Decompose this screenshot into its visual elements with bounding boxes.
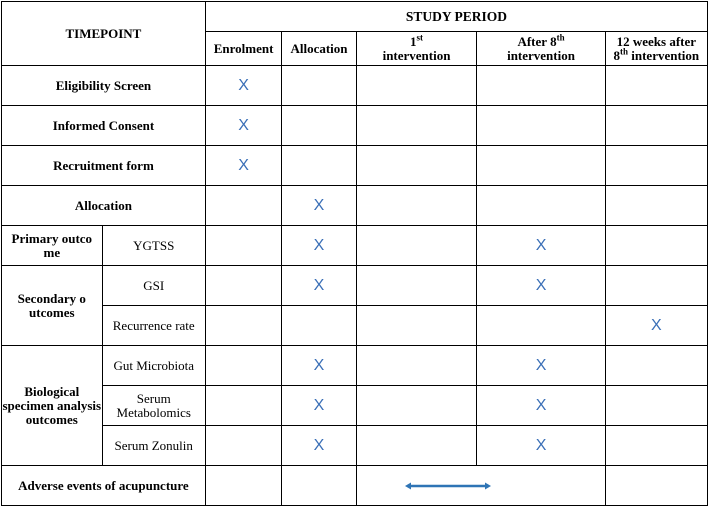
empty-cell <box>477 186 605 226</box>
row-eligibility <box>2 66 708 106</box>
item-gut-microbiota: Gut Microbiota <box>102 346 205 386</box>
empty-cell <box>605 226 707 266</box>
label-biological-outcomes: Biological specimen analysis outcomes <box>2 346 103 466</box>
mark-gut-after-8th: X <box>477 346 605 386</box>
col-first-num: 1 <box>410 33 417 49</box>
empty-cell <box>477 146 605 186</box>
empty-cell <box>356 186 477 226</box>
mark-allocation-allocation: X <box>282 186 356 226</box>
empty-cell <box>282 66 356 106</box>
empty-cell <box>605 66 707 106</box>
empty-cell <box>356 266 477 306</box>
row-bio-zonulin <box>2 426 708 466</box>
label-allocation: Allocation <box>2 186 206 226</box>
empty-cell <box>605 346 707 386</box>
col-after-8th <box>477 32 605 66</box>
mark-recurrence-12-weeks: X <box>605 306 707 346</box>
empty-cell <box>356 386 477 426</box>
empty-cell <box>356 66 477 106</box>
header-row-1 <box>2 2 708 32</box>
timepoint-header: TIMEPOINT <box>2 2 206 66</box>
col-first-sup: st <box>416 32 424 43</box>
row-secondary-recurrence <box>2 306 708 346</box>
empty-cell <box>356 426 477 466</box>
mark-gsi-after-8th: X <box>477 266 605 306</box>
empty-cell <box>282 106 356 146</box>
mark-ygtss-allocation: X <box>282 226 356 266</box>
mark-gut-allocation: X <box>282 346 356 386</box>
row-secondary-gsi <box>2 266 708 306</box>
item-recurrence-rate: Recurrence rate <box>102 306 205 346</box>
row-adverse-events <box>2 466 708 506</box>
col-12w-num: 8 <box>613 47 620 63</box>
empty-cell <box>605 386 707 426</box>
col-after-word: intervention <box>507 47 575 63</box>
empty-cell <box>477 306 605 346</box>
empty-cell <box>605 466 707 506</box>
row-allocation <box>2 186 708 226</box>
empty-cell <box>205 466 281 506</box>
empty-cell <box>205 186 281 226</box>
double-arrow-icon <box>405 479 605 493</box>
empty-cell <box>205 386 281 426</box>
col-after-sup: th <box>556 32 565 43</box>
empty-cell <box>282 146 356 186</box>
mark-zonulin-allocation: X <box>282 426 356 466</box>
row-bio-gut <box>2 346 708 386</box>
empty-cell <box>282 306 356 346</box>
empty-cell <box>356 306 477 346</box>
col-after-pre: After 8 <box>517 33 557 49</box>
item-serum-zonulin: Serum Zonulin <box>102 426 205 466</box>
empty-cell <box>605 266 707 306</box>
label-eligibility: Eligibility Screen <box>2 66 206 106</box>
row-bio-metabolomics <box>2 386 708 426</box>
empty-cell <box>205 226 281 266</box>
col-allocation: Allocation <box>282 32 356 66</box>
row-recruitment <box>2 146 708 186</box>
mark-zonulin-after-8th: X <box>477 426 605 466</box>
row-consent <box>2 106 708 146</box>
study-schedule-table <box>1 1 708 506</box>
study-period-header: STUDY PERIOD <box>205 2 707 32</box>
col-12-weeks <box>605 32 707 66</box>
empty-cell <box>205 346 281 386</box>
empty-cell <box>605 106 707 146</box>
empty-cell <box>605 426 707 466</box>
mark-metabolomics-allocation: X <box>282 386 356 426</box>
empty-cell <box>356 346 477 386</box>
item-ygtss: YGTSS <box>102 226 205 266</box>
col-12w-line1: 12 weeks after <box>616 33 697 49</box>
empty-cell <box>477 66 605 106</box>
label-adverse-events: Adverse events of acupuncture <box>2 466 206 506</box>
mark-metabolomics-after-8th: X <box>477 386 605 426</box>
col-12w-word: intervention <box>628 47 700 63</box>
mark-eligibility-enrolment: X <box>205 66 281 106</box>
col-first-intervention <box>356 32 477 66</box>
empty-cell <box>477 106 605 146</box>
empty-cell <box>205 426 281 466</box>
col-enrolment: Enrolment <box>205 32 281 66</box>
empty-cell <box>356 146 477 186</box>
item-gsi: GSI <box>102 266 205 306</box>
mark-consent-enrolment: X <box>205 106 281 146</box>
row-primary-ygtss <box>2 226 708 266</box>
col-first-word: intervention <box>382 47 451 63</box>
adverse-events-span-cell <box>356 466 605 506</box>
label-recruitment: Recruitment form <box>2 146 206 186</box>
empty-cell <box>605 146 707 186</box>
item-serum-metabolomics: Serum Metabolomics <box>102 386 205 426</box>
empty-cell <box>356 226 477 266</box>
mark-gsi-allocation: X <box>282 266 356 306</box>
empty-cell <box>205 306 281 346</box>
mark-recruitment-enrolment: X <box>205 146 281 186</box>
empty-cell <box>605 186 707 226</box>
label-primary-outcome: Primary outco me <box>2 226 103 266</box>
label-secondary-outcomes: Secondary o utcomes <box>2 266 103 346</box>
empty-cell <box>205 266 281 306</box>
empty-cell <box>356 106 477 146</box>
empty-cell <box>282 466 356 506</box>
mark-ygtss-after-8th: X <box>477 226 605 266</box>
label-consent: Informed Consent <box>2 106 206 146</box>
col-12w-sup: th <box>620 46 629 57</box>
